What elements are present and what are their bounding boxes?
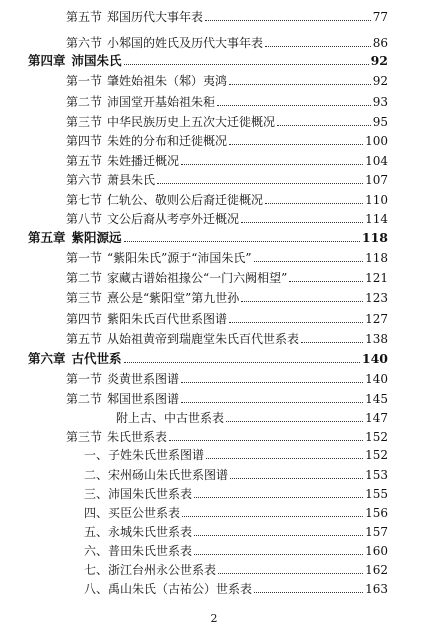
toc-entry-title: 沛国朱氏 (71, 53, 122, 68)
toc-entry-number: 第八节 (66, 212, 103, 226)
toc-entry-number: 第六章 (28, 351, 66, 366)
dot-leader (205, 19, 371, 21)
toc-entry-page-number: 157 (365, 525, 388, 539)
dot-leader (301, 341, 363, 343)
toc-entry-number: 四、 (84, 506, 109, 520)
toc-entry-title: 中华民族历史上五次大迁徙概况 (107, 115, 276, 129)
dot-leader (218, 572, 363, 574)
toc-entry-number: 第二节 (66, 271, 103, 285)
dot-leader (277, 124, 371, 126)
dot-leader (124, 63, 369, 65)
toc-entry (84, 557, 388, 577)
toc-entry (66, 285, 388, 305)
toc-entry-title: 朱姓播迁概况 (107, 154, 180, 168)
toc-entry-page-number: 95 (372, 115, 388, 129)
dot-leader (265, 45, 371, 47)
toc-entry-number: 第五节 (66, 10, 103, 24)
toc-entry (66, 326, 388, 346)
toc-entry-number: 五、 (84, 525, 109, 539)
toc-entry-number: 第七节 (66, 193, 103, 207)
toc-entry-title: “紫阳朱氏”源于“沛国朱氏” (107, 251, 252, 265)
toc-entry (116, 405, 388, 425)
toc-entry (66, 148, 388, 168)
toc-entry (66, 386, 388, 406)
toc-entry-title: 禹山朱氏（古祐公）世系表 (108, 582, 253, 596)
toc-entry-number: 第二节 (66, 392, 103, 406)
toc-entry-number: 第一节 (66, 74, 103, 88)
toc-entry-page-number: 153 (365, 468, 388, 482)
dot-leader (289, 280, 363, 282)
toc-entry (66, 206, 388, 226)
dot-leader (241, 221, 363, 223)
page-number: 2 (210, 612, 218, 625)
toc-entry-number: 第六节 (66, 173, 103, 187)
toc-entry-number: 第三节 (66, 291, 103, 305)
toc-entry (66, 424, 388, 444)
dot-leader (226, 420, 363, 422)
toc-entry-number: 第六节 (66, 36, 103, 50)
toc-entry-number: 第一节 (66, 372, 103, 386)
toc-chapter-entry (28, 48, 388, 68)
dot-leader (194, 534, 363, 536)
toc-entry-page-number: 86 (372, 36, 388, 50)
toc-entry-title: 炎黄世系图谱 (107, 372, 180, 386)
toc-entry-page-number: 147 (365, 411, 388, 425)
toc-entry (66, 187, 388, 207)
toc-entry-title: 沛国朱氏世系表 (108, 487, 193, 501)
dot-leader (157, 182, 363, 184)
toc-entry-title: 宋州砀山朱氏世系图谱 (108, 468, 229, 482)
dot-leader (241, 300, 363, 302)
toc-entry (84, 538, 388, 558)
toc-entry-title: 紫阳朱氏百代世系图谱 (107, 312, 228, 326)
dot-leader (229, 321, 363, 323)
toc-entry-number: 第二节 (66, 95, 103, 109)
toc-entry (66, 366, 388, 386)
toc-entry-page-number: 152 (365, 448, 388, 462)
toc-entry-page-number: 138 (365, 332, 388, 346)
toc-entry-page-number: 140 (361, 351, 388, 366)
toc-entry-number: 第三节 (66, 115, 103, 129)
toc-entry-title: 邾国世系图谱 (107, 392, 180, 406)
dot-leader (181, 401, 363, 403)
dot-leader (124, 240, 360, 242)
toc-entry (66, 245, 388, 265)
toc-entry (66, 4, 388, 24)
toc-chapter-entry (28, 225, 388, 245)
toc-entry-page-number: 92 (372, 74, 388, 88)
toc-entry-page-number: 123 (365, 291, 388, 305)
dot-leader (229, 83, 371, 85)
toc-entry-title: 朱氏世系表 (107, 430, 168, 444)
toc-entry-title: 附上古、中古世系表 (116, 411, 225, 425)
toc-entry-page-number: 160 (365, 544, 388, 558)
toc-entry-number: 第五章 (28, 230, 66, 245)
toc-entry (66, 167, 388, 187)
toc-entry-number: 第四节 (66, 312, 103, 326)
dot-leader (254, 591, 363, 593)
dot-leader (230, 477, 363, 479)
toc-entry (84, 481, 388, 501)
toc-entry-page-number: 118 (361, 230, 388, 245)
toc-entry-title: 小邾国的姓氏及历代大事年表 (107, 36, 264, 50)
dot-leader (265, 202, 363, 204)
toc-entry-number: 第五节 (66, 332, 103, 346)
toc-entry-number: 六、 (84, 544, 109, 558)
toc-entry (84, 462, 388, 482)
toc-entry (66, 128, 388, 148)
toc-entry-number: 第一节 (66, 251, 103, 265)
toc-entry-title: 肇姓始祖朱（邾）夷鸿 (107, 74, 228, 88)
toc-entry (84, 576, 388, 596)
toc-entry-page-number: 107 (365, 173, 388, 187)
toc-entry-number: 第四节 (66, 134, 103, 148)
toc-entry-title: 买臣公世系表 (108, 506, 181, 520)
toc-entry-number: 第三节 (66, 430, 103, 444)
toc-entry-title: 子姓朱氏世系图谱 (108, 448, 205, 462)
dot-leader (181, 163, 363, 165)
toc-entry-title: 文公后裔从考亭外迁概况 (107, 212, 240, 226)
toc-entry-page-number: 152 (365, 430, 388, 444)
toc-entry-page-number: 77 (372, 10, 388, 24)
toc-entry-title: 古代世系 (71, 351, 122, 366)
toc-entry-number: 第五节 (66, 154, 103, 168)
toc-entry-title: 浙江台州永公世系表 (108, 563, 217, 577)
toc-entry-title: 仁轨公、敬则公后裔迁徙概况 (107, 193, 264, 207)
toc-entry-number: 第四章 (28, 53, 66, 68)
toc-entry (66, 30, 388, 50)
toc-entry-number: 三、 (84, 487, 109, 501)
toc-chapter-entry (28, 346, 388, 366)
dot-leader (182, 515, 363, 517)
dot-leader (124, 361, 360, 363)
toc-entry (66, 306, 388, 326)
toc-entry (84, 442, 388, 462)
toc-entry-page-number: 110 (365, 193, 388, 207)
toc-entry (84, 500, 388, 520)
toc-entry-page-number: 100 (365, 134, 388, 148)
toc-entry-page-number: 114 (365, 212, 388, 226)
toc-entry-page-number: 155 (365, 487, 388, 501)
dot-leader (206, 457, 363, 459)
toc-entry-title: 朱姓的分布和迁徙概况 (107, 134, 228, 148)
toc-entry-page-number: 118 (365, 251, 388, 265)
toc-entry-title: 普田朱氏世系表 (108, 544, 193, 558)
toc-entry-page-number: 121 (365, 271, 388, 285)
toc-entry-number: 一、 (84, 448, 109, 462)
toc-entry-number: 八、 (84, 582, 109, 596)
toc-entry-number: 七、 (84, 563, 109, 577)
toc-entry-title: 熹公是“紫阳堂”第九世孙 (107, 291, 240, 305)
toc-entry (66, 68, 388, 88)
toc-entry-page-number: 163 (365, 582, 388, 596)
toc-entry-title: 家藏古谱始祖掾公“一门六阙相望” (107, 271, 288, 285)
toc-entry-page-number: 92 (370, 53, 388, 68)
dot-leader (181, 381, 363, 383)
toc-entry-title: 从始祖黄帝到瑞鹿堂朱氏百代世系表 (107, 332, 300, 346)
toc-entry-page-number: 156 (365, 506, 388, 520)
toc-entry-page-number: 104 (365, 154, 388, 168)
toc-entry (66, 89, 388, 109)
dot-leader (217, 104, 371, 106)
toc-entry-title: 沛国堂开基始祖朱秬 (107, 95, 216, 109)
toc-entry (66, 109, 388, 129)
dot-leader (194, 553, 363, 555)
toc-entry-page-number: 140 (365, 372, 388, 386)
toc-entry-number: 二、 (84, 468, 109, 482)
toc-entry-title: 紫阳源远 (71, 230, 122, 245)
toc-entry-page-number: 93 (372, 95, 388, 109)
toc-entry (84, 519, 388, 539)
toc-entry-title: 郑国历代大事年表 (107, 10, 204, 24)
dot-leader (254, 260, 364, 262)
toc-entry-title: 萧县朱氏 (107, 173, 156, 187)
toc-entry-page-number: 145 (365, 392, 388, 406)
toc-entry-page-number: 162 (365, 563, 388, 577)
toc-entry-page-number: 127 (365, 312, 388, 326)
dot-leader (169, 439, 363, 441)
toc-entry (66, 265, 388, 285)
dot-leader (194, 496, 363, 498)
toc-entry-title: 永城朱氏世系表 (108, 525, 193, 539)
dot-leader (229, 143, 363, 145)
